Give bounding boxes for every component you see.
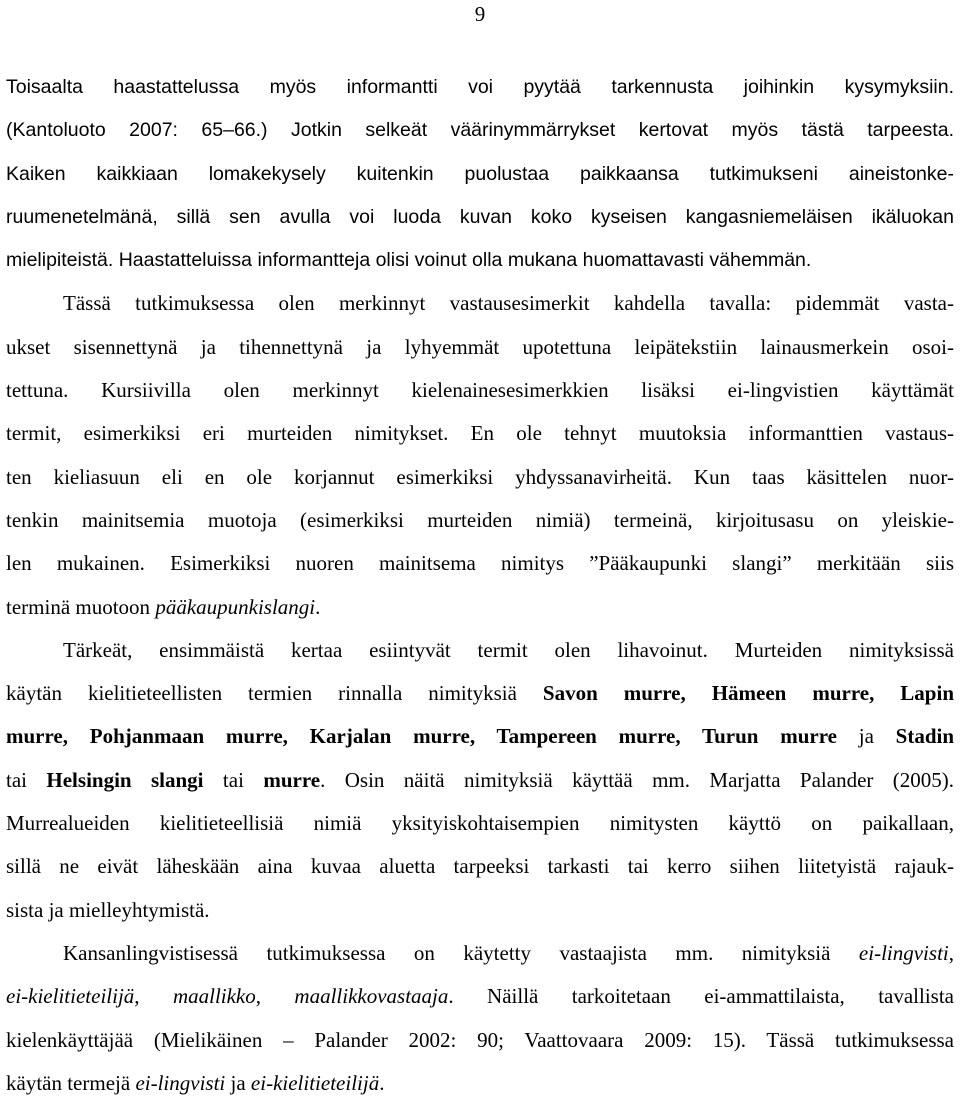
text-line: ei-kielitieteilijä, maallikko, maallikkovastaaja. Näillä tarkoitetaan ei-ammattilaista, tavallista <box>6 984 954 1009</box>
italic-term: ei-lingvisti <box>135 1070 226 1095</box>
italic-term: ei-kielitieteilijä <box>250 1070 380 1095</box>
text-run: käytän kielitieteellisten termien rinnalla nimityksiä <box>6 681 543 706</box>
paragraph-1 <box>6 66 954 282</box>
page-number: 9 <box>474 2 486 26</box>
text-line <box>6 1062 954 1105</box>
text-run: käytän termejä <box>6 1070 136 1095</box>
text-line: käytän kielitieteellisten termien rinnalla nimityksiä Savon murre, Hämeen murre, Lapin <box>6 681 954 706</box>
bold-term: Turun murre <box>702 724 837 749</box>
text-line: murre, Pohjanmaan murre, Karjalan murre, Tampereen murre, Turun murre ja Stadin <box>6 724 954 749</box>
text-line: Murrealueiden kielitieteellisiä nimiä yksityiskohtaisempien nimitysten käyttö on paikallaan, <box>6 811 954 836</box>
text-line: ten kieliasuun eli en ole korjannut esimerkiksi yhdyssanavirheitä. Kun taas käsittelen nuor- <box>6 464 954 489</box>
text-line: Tässä tutkimuksessa olen merkinnyt vastausesimerkit kahdella tavalla: pidemmät vasta- <box>63 291 954 316</box>
text-run: . <box>379 1070 385 1095</box>
text-line: sista ja mielleyhtymistä. <box>6 897 210 922</box>
bold-term: Hämeen murre <box>711 681 870 706</box>
text-line: ukset sisennettynä ja tihennettynä ja lyhyemmät upotettuna leipätekstiin lainausmerkein osoi- <box>6 334 954 359</box>
text-line: (Kantoluoto 2007: 65–66.) Jotkin selkeät väärinymmärrykset kertovat myös tästä tarpeesta. <box>6 119 954 142</box>
text-run: tai <box>222 767 244 792</box>
text-line: kielenkäyttäjää (Mielikäinen – Palander 2002: 90; Vaattovaara 2009: 15). Tässä tutkimuksessa <box>6 1027 954 1052</box>
text-line: termit, esimerkiksi eri murteiden nimitykset. En ole tehnyt muutoksia informanttien vastaus- <box>6 421 954 446</box>
bold-term: Tampereen murre <box>496 724 676 749</box>
text-line <box>6 759 954 802</box>
paragraph-2 <box>6 282 954 628</box>
bold-term: Pohjanmaan murre <box>89 724 283 749</box>
text-line <box>6 586 954 629</box>
text-line: tettuna. Kursiivilla olen merkinnyt kielenainesesimerkkien lisäksi ei-lingvistien käyttämät <box>6 378 954 403</box>
italic-term: maallikko <box>172 984 256 1009</box>
text-run: . Osin näitä nimityksiä käyttää mm. Marjatta Palander (2005). <box>320 767 954 792</box>
text-line: tenkin mainitsemia muotoja (esimerkiksi murteiden nimiä) termeinä, kirjoitusasu on yleiskie- <box>6 507 954 532</box>
italic-term: ei-lingvisti <box>858 940 949 965</box>
italic-term: pääkaupunkislangi <box>155 594 316 619</box>
bold-term: Stadin <box>895 724 954 749</box>
text-line: mielipiteistä. Haastatteluissa informantteja olisi voinut olla mukana huomattavasti vähemmän. <box>6 249 812 272</box>
paragraph-4 <box>6 932 954 1105</box>
text-run: ja <box>225 1070 251 1095</box>
text-run: ja <box>858 724 874 749</box>
text-run: . Näillä tarkoitetaan ei-ammattilaista, tavallista <box>448 984 954 1009</box>
text-line: len mukainen. Esimerkiksi nuoren mainitsema nimitys ”Pääkaupunki slangi” merkitään siis <box>6 551 954 576</box>
text-run: . <box>315 594 321 619</box>
bold-term: Lapin <box>900 681 954 706</box>
italic-term: maallikkovastaaja <box>294 984 449 1009</box>
text-line: Toisaalta haastattelussa myös informantti voi pyytää tarkennusta joihinkin kysymyksiin. <box>6 76 954 98</box>
bold-term: murre <box>6 724 63 749</box>
bold-term: Karjalan murre <box>309 724 470 749</box>
paragraph-3 <box>6 629 954 932</box>
text-line: sillä ne eivät läheskään aina kuvaa aluetta tarpeeksi tarkasti tai kerro siihen liitetyistä rajauk- <box>6 854 954 879</box>
document-body <box>6 66 954 1105</box>
text-line: Tärkeät, ensimmäistä kertaa esiintyvät termit olen lihavoinut. Murteiden nimityksissä <box>63 637 954 662</box>
text-line: Kaiken kaikkiaan lomakekysely kuitenkin puolustaa paikkaansa tutkimukseni aineistonke- <box>6 162 954 185</box>
bold-term: Savon murre <box>542 681 681 706</box>
text-run: tai <box>6 767 27 792</box>
text-run: Kansanlingvistisessä tutkimuksessa on käytetty vastaajista mm. nimityksiä <box>63 940 859 965</box>
text-line: ruumenetelmänä, sillä sen avulla voi luoda kuvan koko kyseisen kangasniemeläisen ikäluokan <box>6 205 954 228</box>
bold-term: murre <box>263 767 321 792</box>
text-run: terminä muotoon <box>6 594 156 619</box>
bold-term: Helsingin slangi <box>46 767 204 792</box>
italic-term: ei-kielitieteilijä <box>6 984 135 1009</box>
text-line: Kansanlingvistisessä tutkimuksessa on käytetty vastaajista mm. nimityksiä ei-lingvisti, <box>63 940 954 965</box>
